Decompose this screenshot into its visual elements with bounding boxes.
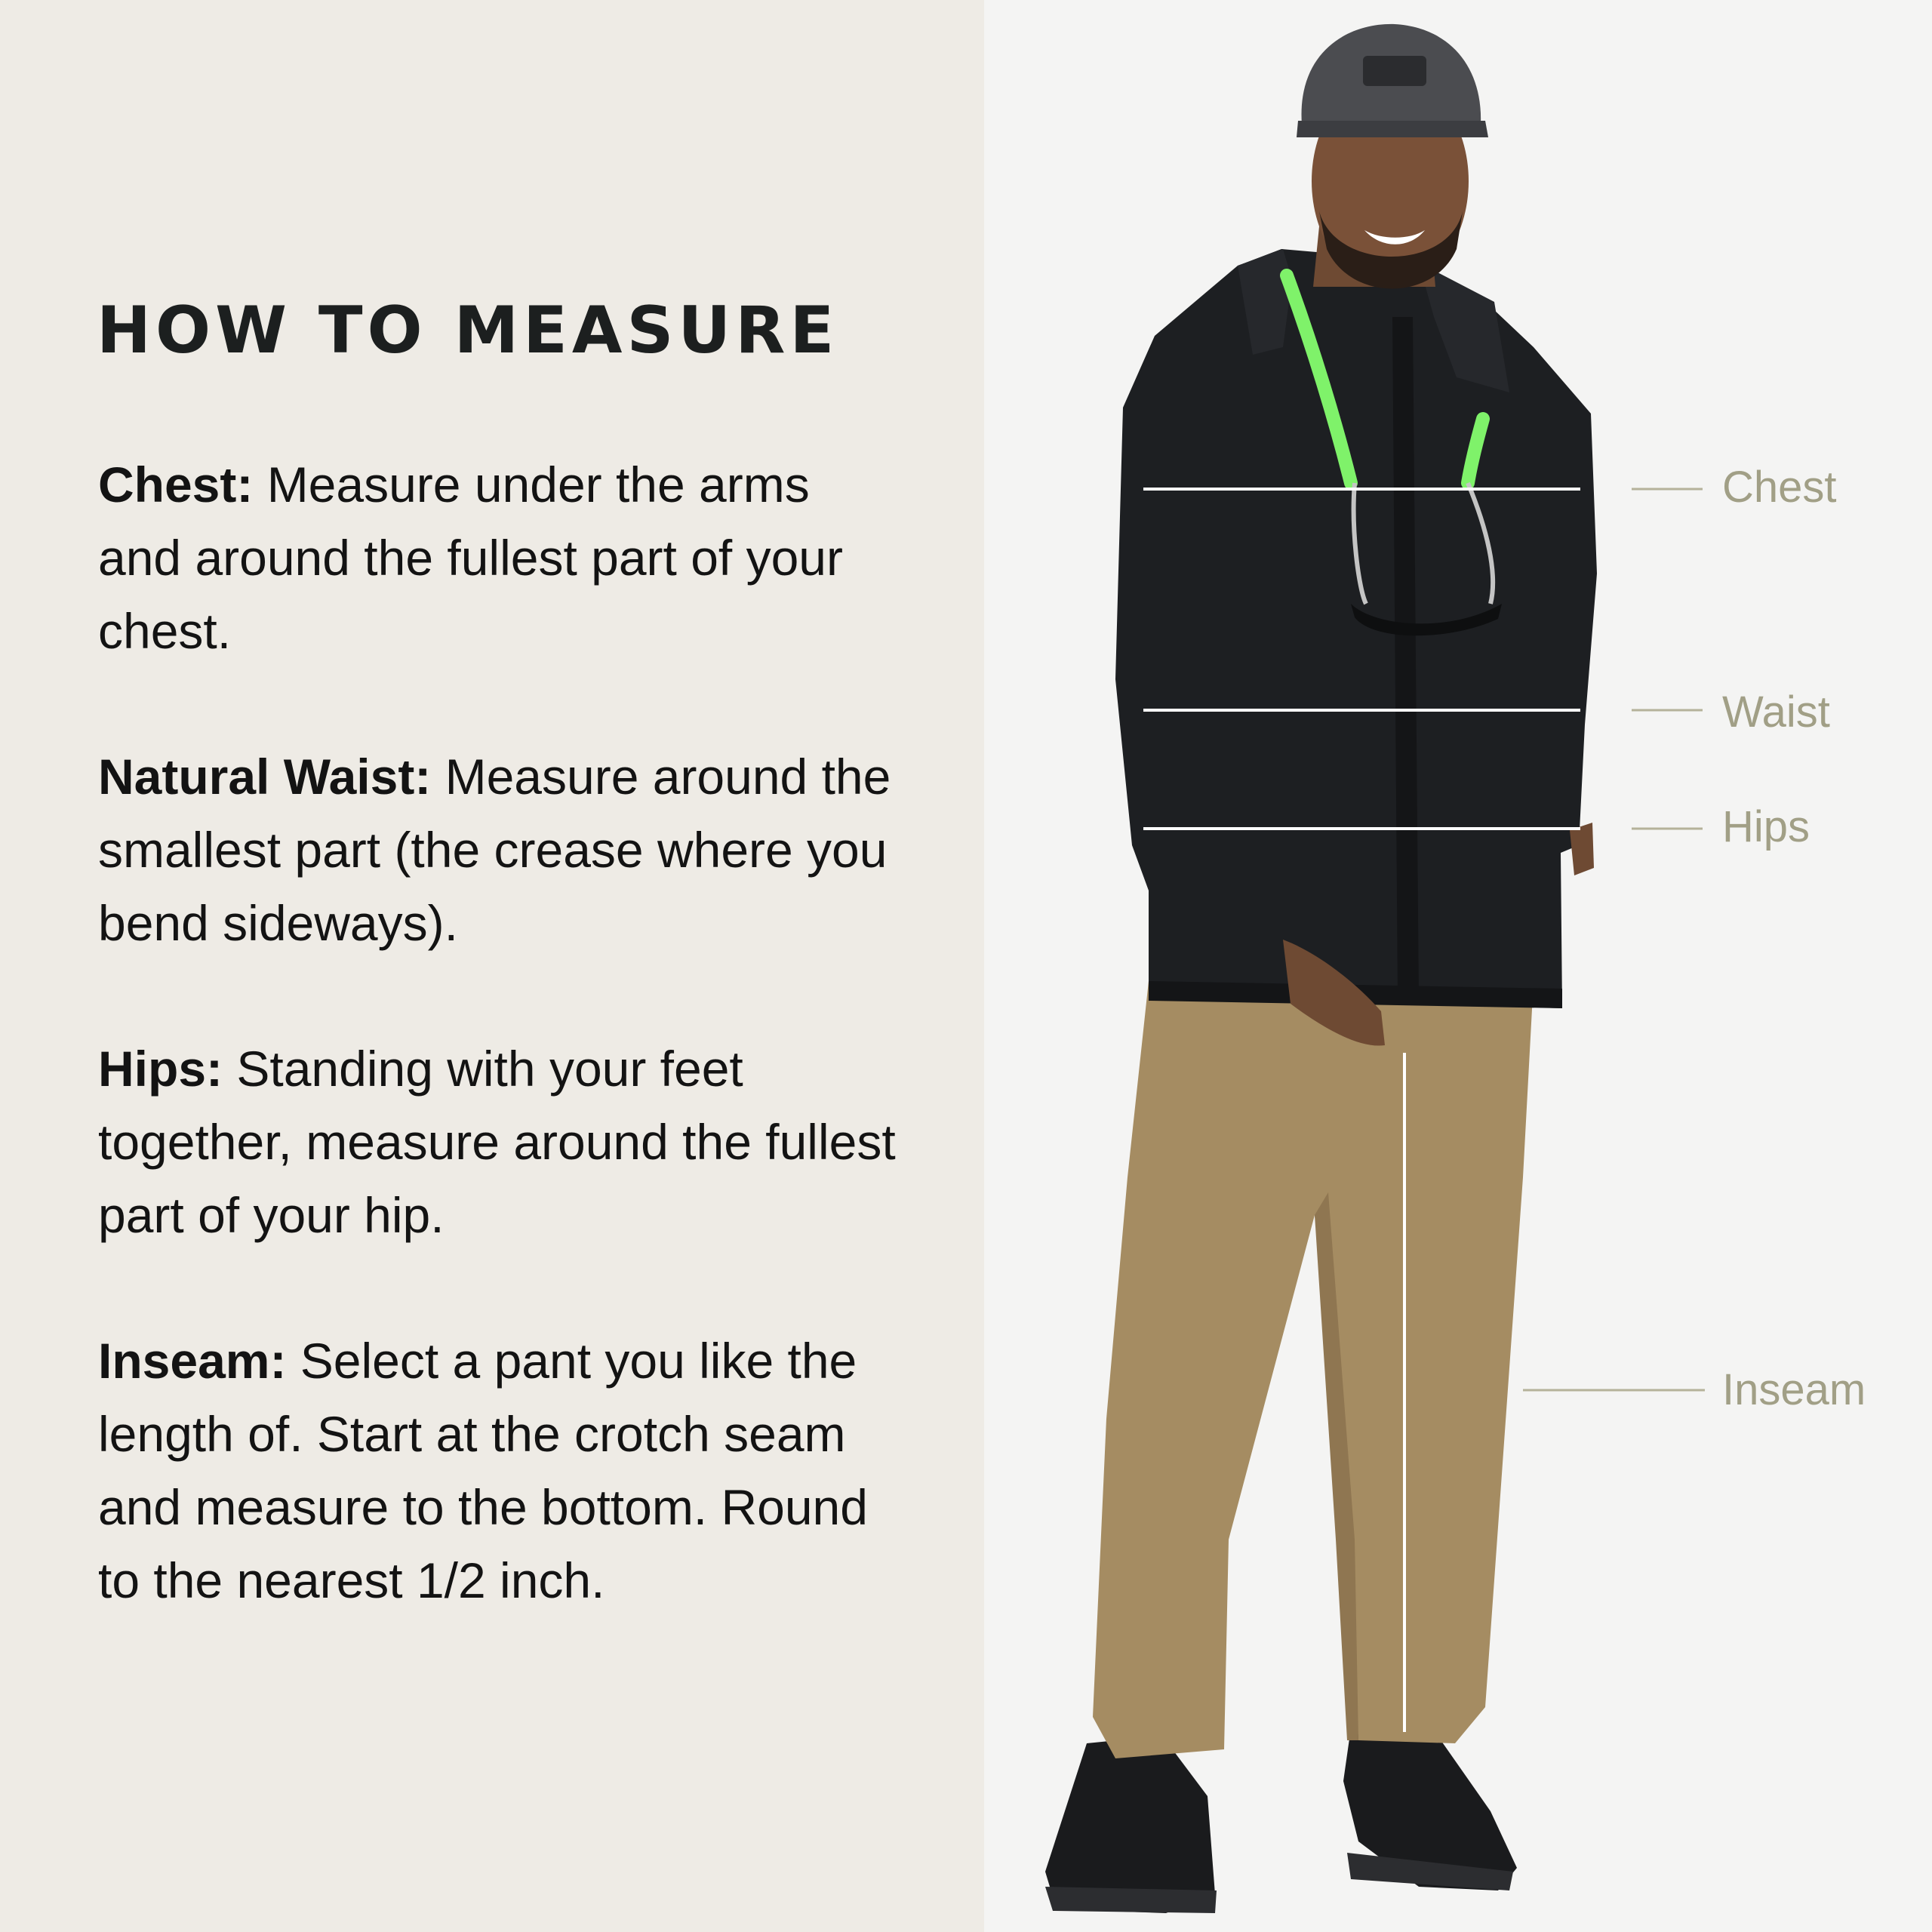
hips-instruction: [98, 1032, 898, 1252]
hips-term: Hips:: [98, 1041, 223, 1097]
model-illustration: [1045, 24, 1597, 1913]
hips-description: Standing with your feet together, measure around the fullest part of your hip.: [98, 1041, 896, 1243]
chest-label: Chest: [1722, 463, 1837, 512]
inseam-term: Inseam:: [98, 1333, 287, 1389]
chest-description: Measure under the arms and around the fullest part of your chest.: [98, 457, 843, 659]
inseam-instruction: [98, 1324, 898, 1617]
page-title: HOW TO MEASURE: [97, 293, 839, 368]
waist-description: Measure around the smallest part (the crease where you bend sideways).: [98, 749, 891, 951]
jacket: [1115, 249, 1597, 1008]
hips-label: Hips: [1722, 802, 1810, 851]
left-shoe: [1045, 1736, 1215, 1913]
right-hand: [1570, 823, 1594, 875]
model-photo-panel: [984, 0, 1932, 1932]
chest-term: Chest:: [98, 457, 254, 512]
cap-brim: [1297, 121, 1488, 137]
waist-term: Natural Waist:: [98, 749, 432, 804]
pants: [1093, 981, 1534, 1758]
marmot-logo-icon: [1363, 56, 1426, 86]
inseam-description: Select a pant you like the length of. Start at the crotch seam and measure to the bottom. Round to the nearest 1/2 inch.: [98, 1333, 868, 1608]
waist-instruction: [98, 740, 898, 960]
inseam-label: Inseam: [1722, 1365, 1866, 1414]
chest-instruction: [98, 448, 898, 668]
model-figure: [984, 0, 1932, 1932]
waist-label: Waist: [1722, 688, 1830, 737]
